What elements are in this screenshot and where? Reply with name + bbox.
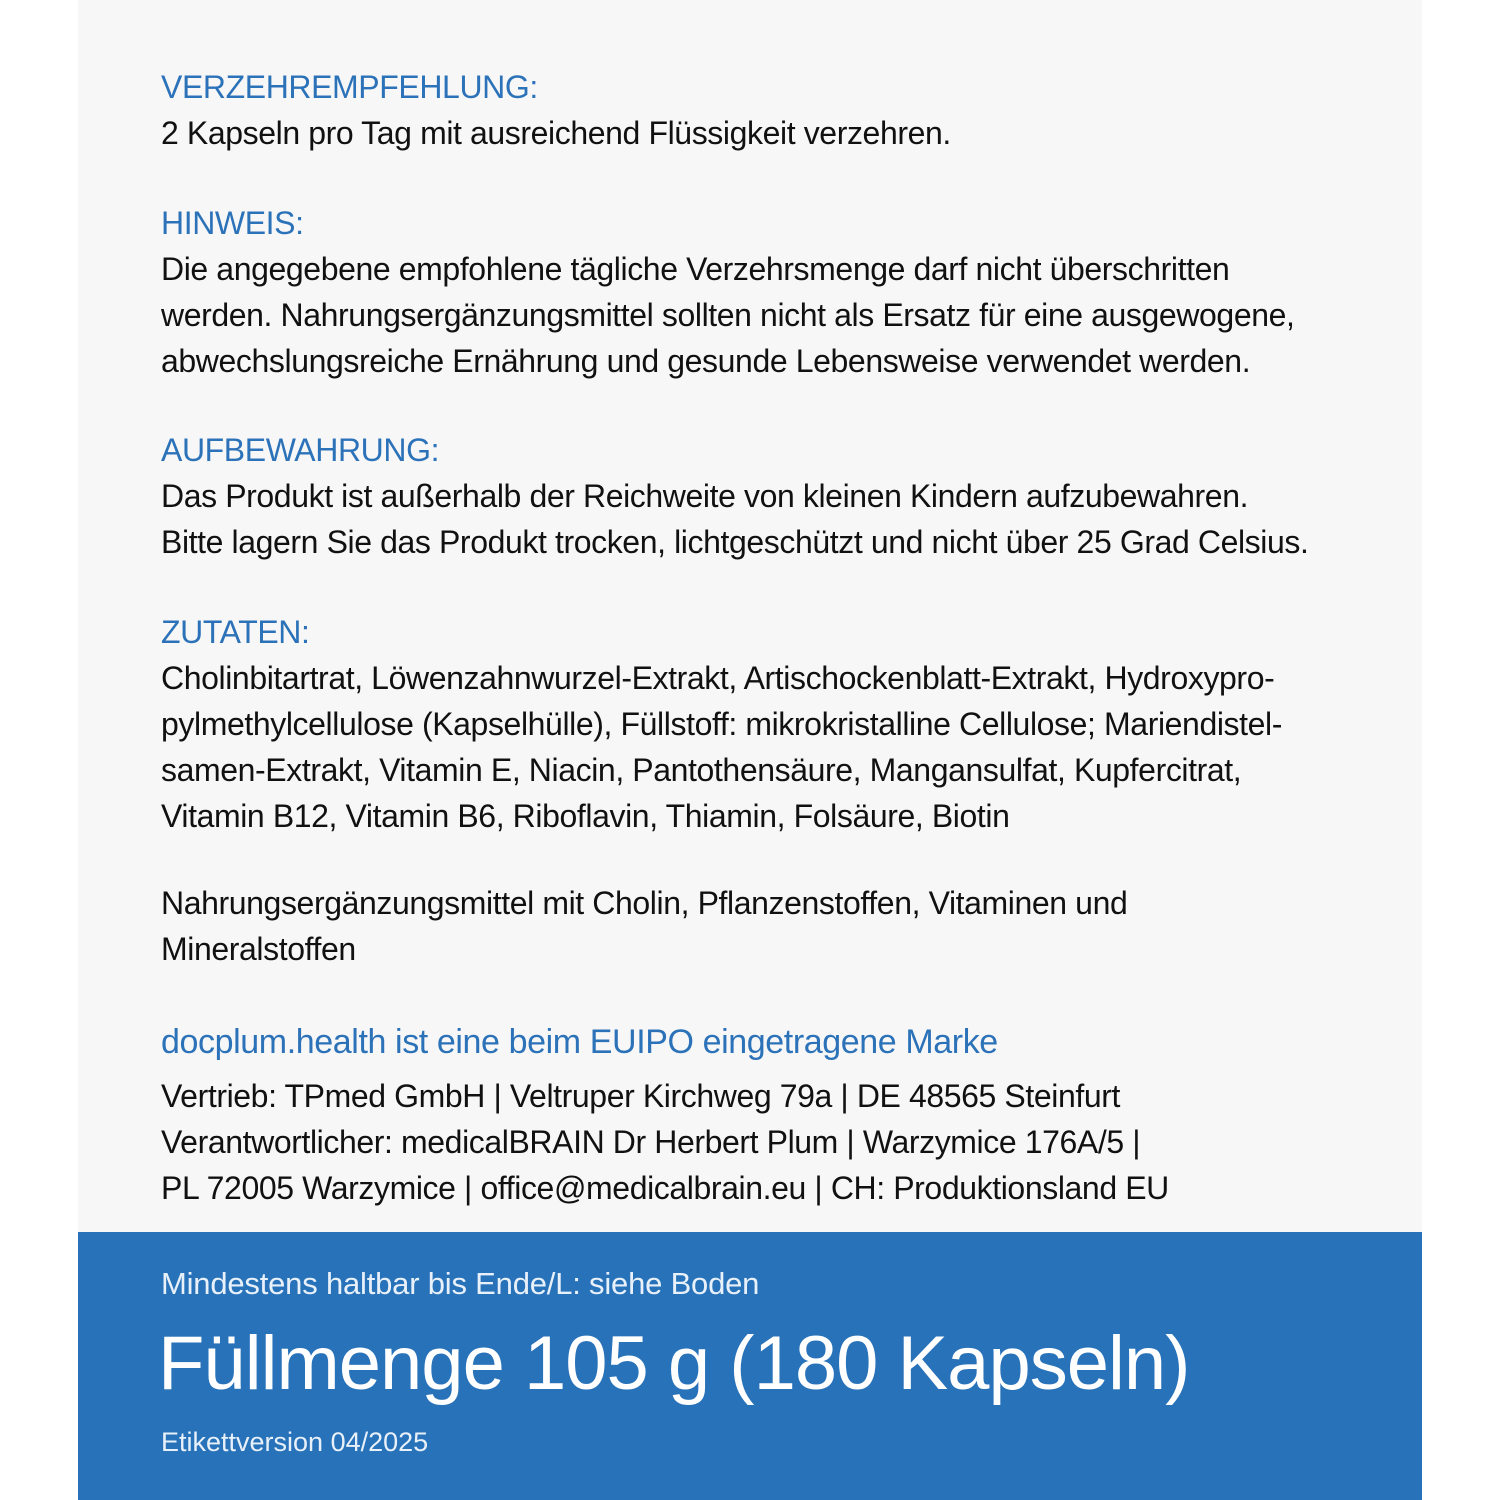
section-text-line: Das Produkt ist außerhalb der Reichweite von kleinen Kindern aufzubewahren. [161,478,1249,514]
distributor-line: PL 72005 Warzymice | office@medicalbrain.eu | CH: Produktionsland EU [161,1170,1169,1206]
section-text-line: Die angegebene empfohlene tägliche Verzehrsmenge darf nicht überschritten [161,251,1230,287]
section-text-line: Cholinbitartrat, Löwenzahnwurzel-Extrakt, Artischockenblatt-Extrakt, Hydroxypro- [161,660,1275,696]
section-consumption [161,64,951,156]
section-text-line: abwechslungsreiche Ernährung und gesunde Lebensweise verwendet werden. [161,343,1251,379]
section-text-line: 2 Kapseln pro Tag mit ausreichend Flüssigkeit verzehren. [161,115,951,151]
best-before-text: Mindestens haltbar bis Ende/L: siehe Boden [161,1266,760,1301]
distributor-line: Verantwortlicher: medicalBRAIN Dr Herbert Plum | Warzymice 176A/5 | [161,1124,1141,1160]
section-heading: ZUTATEN: [161,614,310,650]
section-text-line: pylmethylcellulose (Kapselhülle), Füllstoff: mikrokristalline Cellulose; Mariendistel- [161,706,1283,742]
section-heading: AUFBEWAHRUNG: [161,432,440,468]
fill-quantity: Füllmenge 105 g (180 Kapseln) [158,1321,1190,1406]
description-line: Mineralstoffen [161,931,356,967]
section-text-line: samen-Extrakt, Vitamin E, Niacin, Pantothensäure, Mangansulfat, Kupfercitrat, [161,752,1242,788]
distributor-line: Vertrieb: TPmed GmbH | Veltruper Kirchweg 79a | DE 48565 Steinfurt [161,1078,1121,1114]
section-text-line: Bitte lagern Sie das Produkt trocken, lichtgeschützt und nicht über 25 Grad Celsius. [161,524,1309,560]
label-version: Etikettversion 04/2025 [161,1427,429,1457]
description-line: Nahrungsergänzungsmittel mit Cholin, Pflanzenstoffen, Vitaminen und [161,885,1128,921]
section-heading: VERZEHREMPFEHLUNG: [161,69,538,105]
brand-notice-block [161,1019,998,1065]
section-notice [161,200,1295,384]
product-description [161,880,1127,972]
section-text-line: werden. Nahrungsergänzungsmittel sollten nicht als Ersatz für eine ausgewogene, [161,297,1295,333]
brand-notice: docplum.health ist eine beim EUIPO eingetragene Marke [161,1023,998,1061]
distributor-block [161,1073,1169,1211]
section-storage [161,427,1308,565]
footer-bar [78,1232,1422,1500]
section-heading: HINWEIS: [161,205,304,241]
section-ingredients [161,609,1282,839]
section-text-line: Vitamin B12, Vitamin B6, Riboflavin, Thiamin, Folsäure, Biotin [161,798,1010,834]
